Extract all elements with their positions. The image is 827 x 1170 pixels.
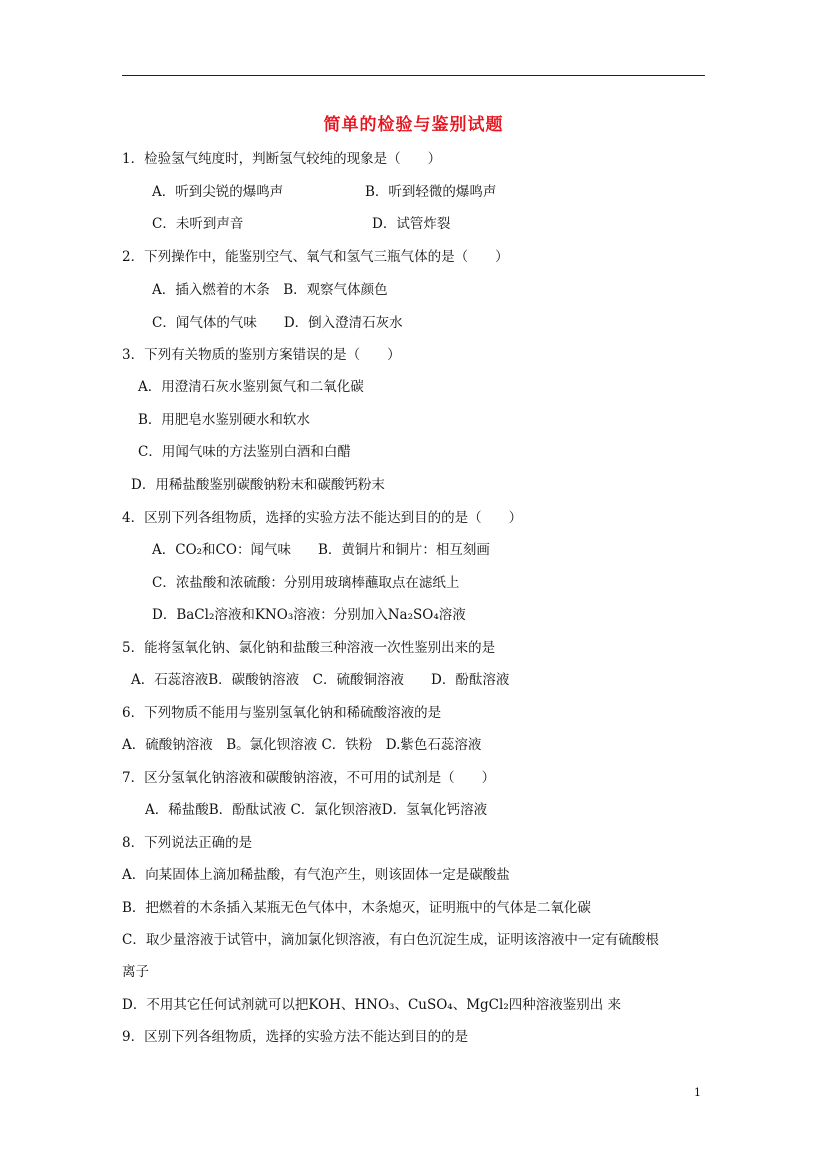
- q2-options-ab: A．插入燃着的木条 B．观察气体颜色: [152, 282, 388, 298]
- question-1: 1．检验氢气纯度时，判断氢气较纯的现象是（ ）: [122, 151, 442, 167]
- q4-options-ab: A．CO₂和CO：闻气味 B．黄铜片和铜片：相互刻画: [152, 542, 490, 558]
- q3-option-a: A．用澄清石灰水鉴别氮气和二氧化碳: [138, 379, 364, 395]
- q3-option-c: C．用闻气味的方法鉴别白酒和白醋: [138, 444, 351, 460]
- q6-options: A．硫酸钠溶液 B。氯化钡溶液 C．铁粉 D.紫色石蕊溶液: [122, 737, 482, 753]
- q5-options: A．石蕊溶液B．碳酸钠溶液 C．硫酸铜溶液 D．酚酞溶液: [131, 672, 510, 688]
- page-title: 简单的检验与鉴别试题: [323, 115, 504, 135]
- question-7: 7．区分氢氧化钠溶液和碳酸钠溶液，不可用的试剂是（ ）: [122, 770, 496, 786]
- q1-option-c: C．未听到声音: [152, 216, 244, 232]
- q1-option-b: B．听到轻微的爆鸣声: [365, 184, 497, 200]
- question-3: 3．下列有关物质的鉴别方案错误的是（ ）: [122, 347, 401, 363]
- q3-option-b: B．用肥皂水鉴别硬水和软水: [138, 412, 310, 428]
- q8-option-d: D．不用其它任何试剂就可以把KOH、HNO₃、CuSO₄、MgCl₂四种溶液鉴别出 来: [122, 997, 622, 1013]
- q8-option-b: B．把燃着的木条插入某瓶无色气体中，木条熄灭，证明瓶中的气体是二氧化碳: [122, 900, 591, 916]
- q3-option-d: D．用稀盐酸鉴别碳酸钠粉末和碳酸钙粉末: [131, 477, 385, 493]
- question-8: 8．下列说法正确的是: [122, 835, 253, 851]
- page-number: 1: [694, 1086, 701, 1099]
- q8-option-c-cont: 离子: [122, 964, 149, 980]
- q1-option-d: D．试管炸裂: [372, 216, 451, 232]
- q7-options: A．稀盐酸B．酚酞试液 C．氯化钡溶液D．氢氧化钙溶液: [145, 802, 488, 818]
- q2-options-cd: C．闻气体的气味 D．倒入澄清石灰水: [152, 315, 403, 331]
- question-4: 4．区别下列各组物质，选择的实验方法不能达到目的的是（ ）: [122, 510, 523, 526]
- header-rule: [122, 75, 705, 76]
- question-9: 9．区别下列各组物质，选择的实验方法不能达到目的的是: [122, 1029, 469, 1045]
- question-2: 2．下列操作中，能鉴别空气、氧气和氢气三瓶气体的是（ ）: [122, 249, 509, 265]
- q8-option-c: C．取少量溶液于试管中，滴加氯化钡溶液，有白色沉淀生成，证明该溶液中一定有硫酸根: [122, 932, 659, 948]
- q4-option-d: D．BaCl₂溶液和KNO₃溶液：分别加入Na₂SO₄溶液: [152, 607, 466, 623]
- q4-option-c: C．浓盐酸和浓硫酸：分别用玻璃棒蘸取点在滤纸上: [152, 575, 460, 591]
- q1-option-a: A．听到尖锐的爆鸣声: [152, 184, 284, 200]
- question-5: 5．能将氢氧化钠、氯化钠和盐酸三种溶液一次性鉴别出来的是: [122, 640, 496, 656]
- question-6: 6．下列物质不能用与鉴别氢氧化钠和稀硫酸溶液的是: [122, 705, 442, 721]
- q8-option-a: A．向某固体上滴加稀盐酸，有气泡产生，则该固体一定是碳酸盐: [122, 867, 510, 883]
